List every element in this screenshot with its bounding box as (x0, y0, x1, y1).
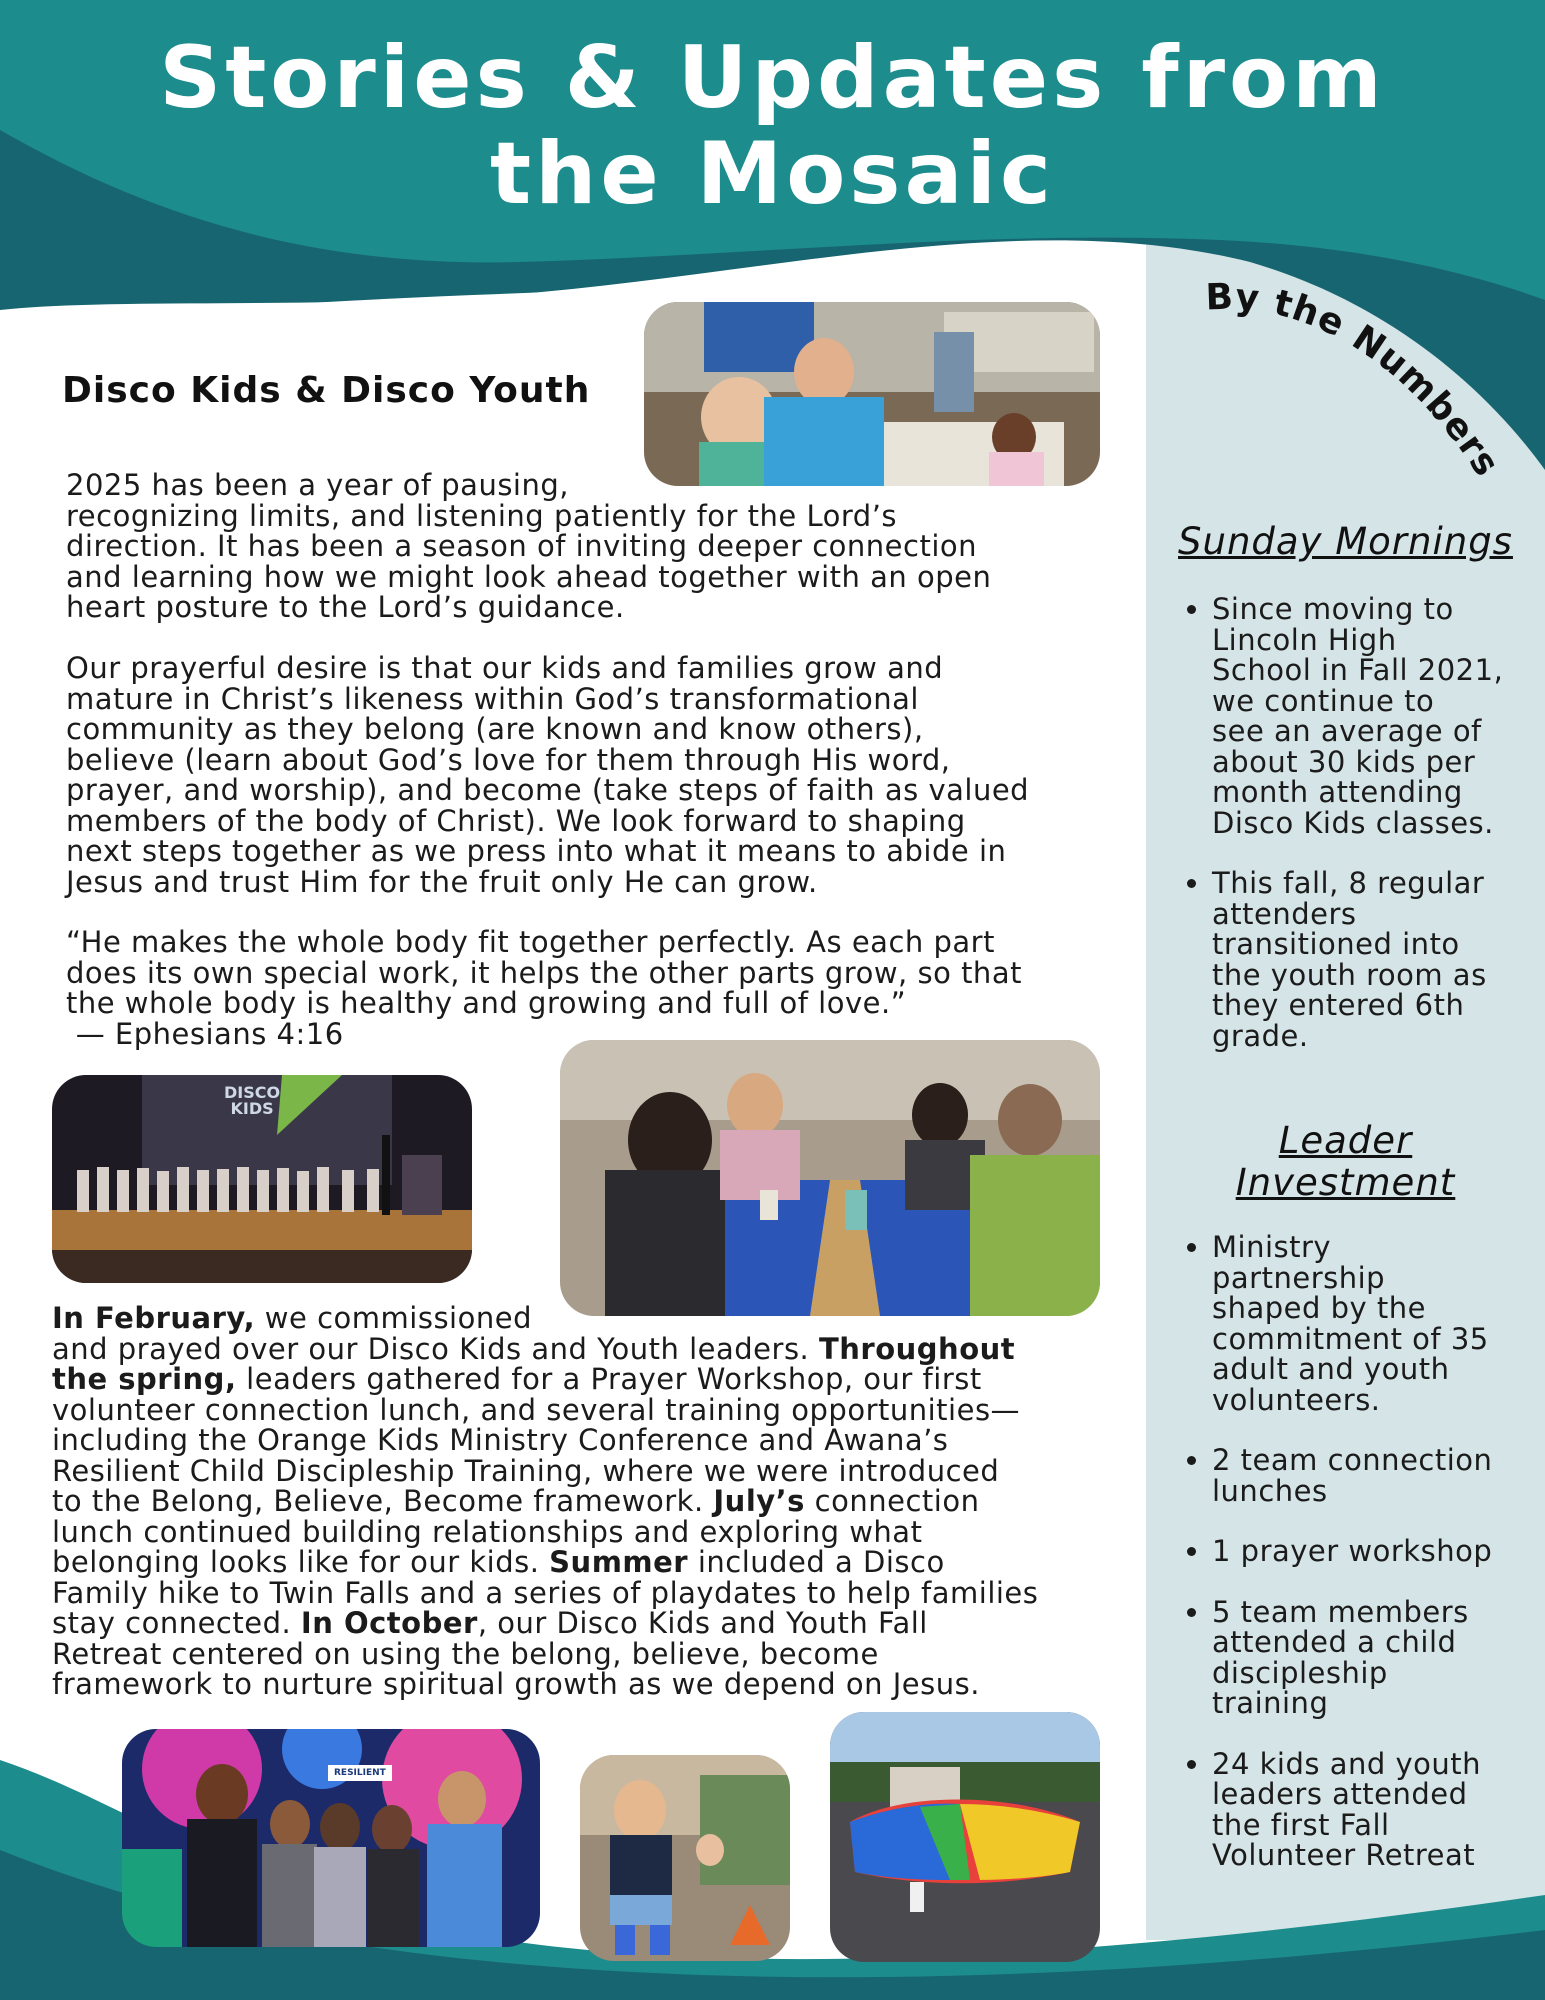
stat-line: leaders attended (1212, 1777, 1468, 1811)
stat-line: Ministry (1212, 1230, 1332, 1264)
page-title-line2: the Mosaic (490, 124, 1055, 224)
stat-line: commitment of 35 (1212, 1321, 1489, 1356)
story-text: , our Disco Kids and Youth Fall (477, 1606, 928, 1640)
desire-line: believe (learn about God’s love for them through His word, (66, 742, 951, 777)
stat-line: adult and youth (1212, 1352, 1450, 1386)
desire-line: community as they belong (are known and know others), (66, 712, 924, 746)
sidebar-arc-title (1146, 260, 1545, 510)
story-bold: Summer (549, 1545, 689, 1579)
photo-resilient-training (122, 1729, 540, 1947)
stat-line: 24 kids and youth (1212, 1746, 1482, 1781)
stat-line: we continue to (1212, 683, 1435, 718)
desire-line: members of the body of Christ). We look forward to shaping (66, 803, 966, 838)
quote-line: does its own special work, it helps the other parts grow, so that (66, 955, 1022, 990)
stat-line: volunteers. (1212, 1382, 1381, 1417)
desire-line: mature in Christ’s likeness within God’s transformational (66, 681, 919, 716)
stat-line: about 30 kids per (1212, 744, 1476, 779)
stat-line: 1 prayer workshop (1212, 1534, 1493, 1568)
stat-line: training (1212, 1686, 1329, 1720)
desire-line: next steps together as we press into what it means to abide in (66, 834, 1007, 868)
stat-line: Since moving to (1212, 592, 1454, 626)
stat-line: discipleship (1212, 1655, 1388, 1690)
by-the-numbers-title: By the Numbers (1204, 276, 1508, 485)
stat-item (1212, 868, 1540, 1051)
quote-line: “He makes the whole body fit together perfectly. As each part (66, 925, 995, 959)
leader-investment-title-line1: Leader (1278, 1119, 1413, 1162)
photo-stage-commissioning (52, 1075, 472, 1283)
photo-classroom (644, 302, 1100, 486)
story-text: framework to nurture spiritual growth as we depend on Jesus. (52, 1667, 980, 1701)
section-heading: Disco Kids & Disco Youth (62, 370, 591, 411)
leader-investment-title (1146, 1120, 1545, 1204)
stat-line: grade. (1212, 1018, 1309, 1053)
story-bold: In October (300, 1606, 478, 1640)
stage-logo (224, 1085, 280, 1117)
page-title (0, 30, 1545, 222)
photo-parachute-play (830, 1712, 1100, 1962)
stage-logo-line2: KIDS (230, 1099, 274, 1118)
story-text: stay connected. (52, 1606, 301, 1640)
story-text: Resilient Child Discipleship Training, where we were introduced (52, 1453, 1000, 1488)
story-bold: the spring, (52, 1362, 237, 1396)
desire-line: Our prayerful desire is that our kids and families grow and (66, 651, 944, 685)
story-text: and prayed over our Disco Kids and Youth leaders. (52, 1331, 819, 1366)
intro-paragraph (66, 470, 1126, 623)
stat-line: 5 team members (1212, 1594, 1469, 1629)
desire-paragraph (66, 653, 1126, 897)
intro-line: direction. It has been a season of inviting deeper connection (66, 529, 978, 563)
intro-line: heart posture to the Lord’s guidance. (66, 590, 625, 624)
stat-line: School in Fall 2021, (1212, 653, 1504, 687)
stat-line: attenders (1212, 896, 1357, 931)
page-title-line1: Stories & Updates from (159, 28, 1386, 128)
stat-line: Volunteer Retreat (1212, 1838, 1476, 1872)
resilient-banner: RESILIENT (328, 1765, 392, 1781)
stat-line: they entered 6th (1212, 988, 1465, 1022)
story-text: Family hike to Twin Falls and a series of playdates to help families (52, 1575, 1039, 1610)
stat-item (1212, 1594, 1540, 1720)
stat-line: shaped by the (1212, 1291, 1427, 1325)
stat-line: see an average of (1212, 714, 1482, 748)
story-bold: In February, (52, 1301, 256, 1335)
stat-line: month attending (1212, 775, 1463, 809)
quote-line: the whole body is healthy and growing and full of love.” (66, 986, 907, 1020)
quote-reference: — Ephesians 4:16 (66, 1016, 344, 1051)
story-text: including the Orange Kids Ministry Conference and Awana’s (52, 1423, 949, 1457)
story-text: Retreat centered on using the belong, believe, become (52, 1636, 879, 1671)
stat-item (1212, 594, 1540, 838)
svg-text:By the Numbers (1205, 277, 1507, 484)
scripture-quote (66, 927, 1126, 1049)
stat-item (1212, 1445, 1540, 1506)
stat-line: 2 team connection (1212, 1443, 1493, 1477)
stat-item (1212, 1232, 1540, 1415)
photo-connection-lunch (560, 1040, 1100, 1316)
leader-investment-title-line2: Investment (1235, 1161, 1456, 1204)
intro-line: and learning how we might look ahead together with an open (66, 559, 992, 594)
story-text: connection (804, 1484, 980, 1518)
story-text: we commissioned (255, 1301, 532, 1335)
story-text: included a Disco (688, 1545, 945, 1579)
leader-investment-list (1180, 1232, 1540, 1901)
story-bold: July’s (713, 1484, 805, 1518)
intro-line: recognizing limits, and listening patiently for the Lord’s (66, 498, 898, 533)
stat-item (1212, 1536, 1540, 1567)
sunday-mornings-list (1180, 594, 1540, 1081)
stat-line: Lincoln High (1212, 622, 1397, 657)
stat-line: transitioned into (1212, 927, 1460, 961)
stage-logo-line1: DISCO (224, 1083, 281, 1102)
desire-line: prayer, and worship), and become (take steps of faith as valued (66, 773, 1030, 807)
stat-line: This fall, 8 regular (1212, 866, 1485, 900)
stat-line: Disco Kids classes. (1212, 805, 1494, 840)
story-text: leaders gathered for a Prayer Workshop, our first (236, 1362, 982, 1396)
stat-line: lunches (1212, 1473, 1328, 1508)
story-text: to the Belong, Believe, Become framework. (52, 1484, 714, 1518)
intro-line: 2025 has been a year of pausing, (66, 468, 569, 502)
stat-line: the first Fall (1212, 1807, 1390, 1842)
story-text: belonging looks like for our kids. (52, 1545, 550, 1579)
photo-playdate (580, 1755, 790, 1961)
story-bold: Throughout (819, 1331, 1016, 1366)
stat-line: the youth room as (1212, 957, 1487, 992)
desire-line: Jesus and trust Him for the fruit only He can grow. (66, 864, 818, 899)
stat-line: partnership (1212, 1260, 1386, 1295)
story-text: volunteer connection lunch, and several training opportunities— (52, 1392, 1021, 1427)
story-text: lunch continued building relationships and exploring what (52, 1514, 923, 1549)
sunday-mornings-title: Sunday Mornings (1178, 520, 1513, 563)
stat-item (1212, 1746, 1540, 1872)
story-paragraph (52, 1303, 1142, 1700)
stat-line: attended a child (1212, 1625, 1457, 1659)
